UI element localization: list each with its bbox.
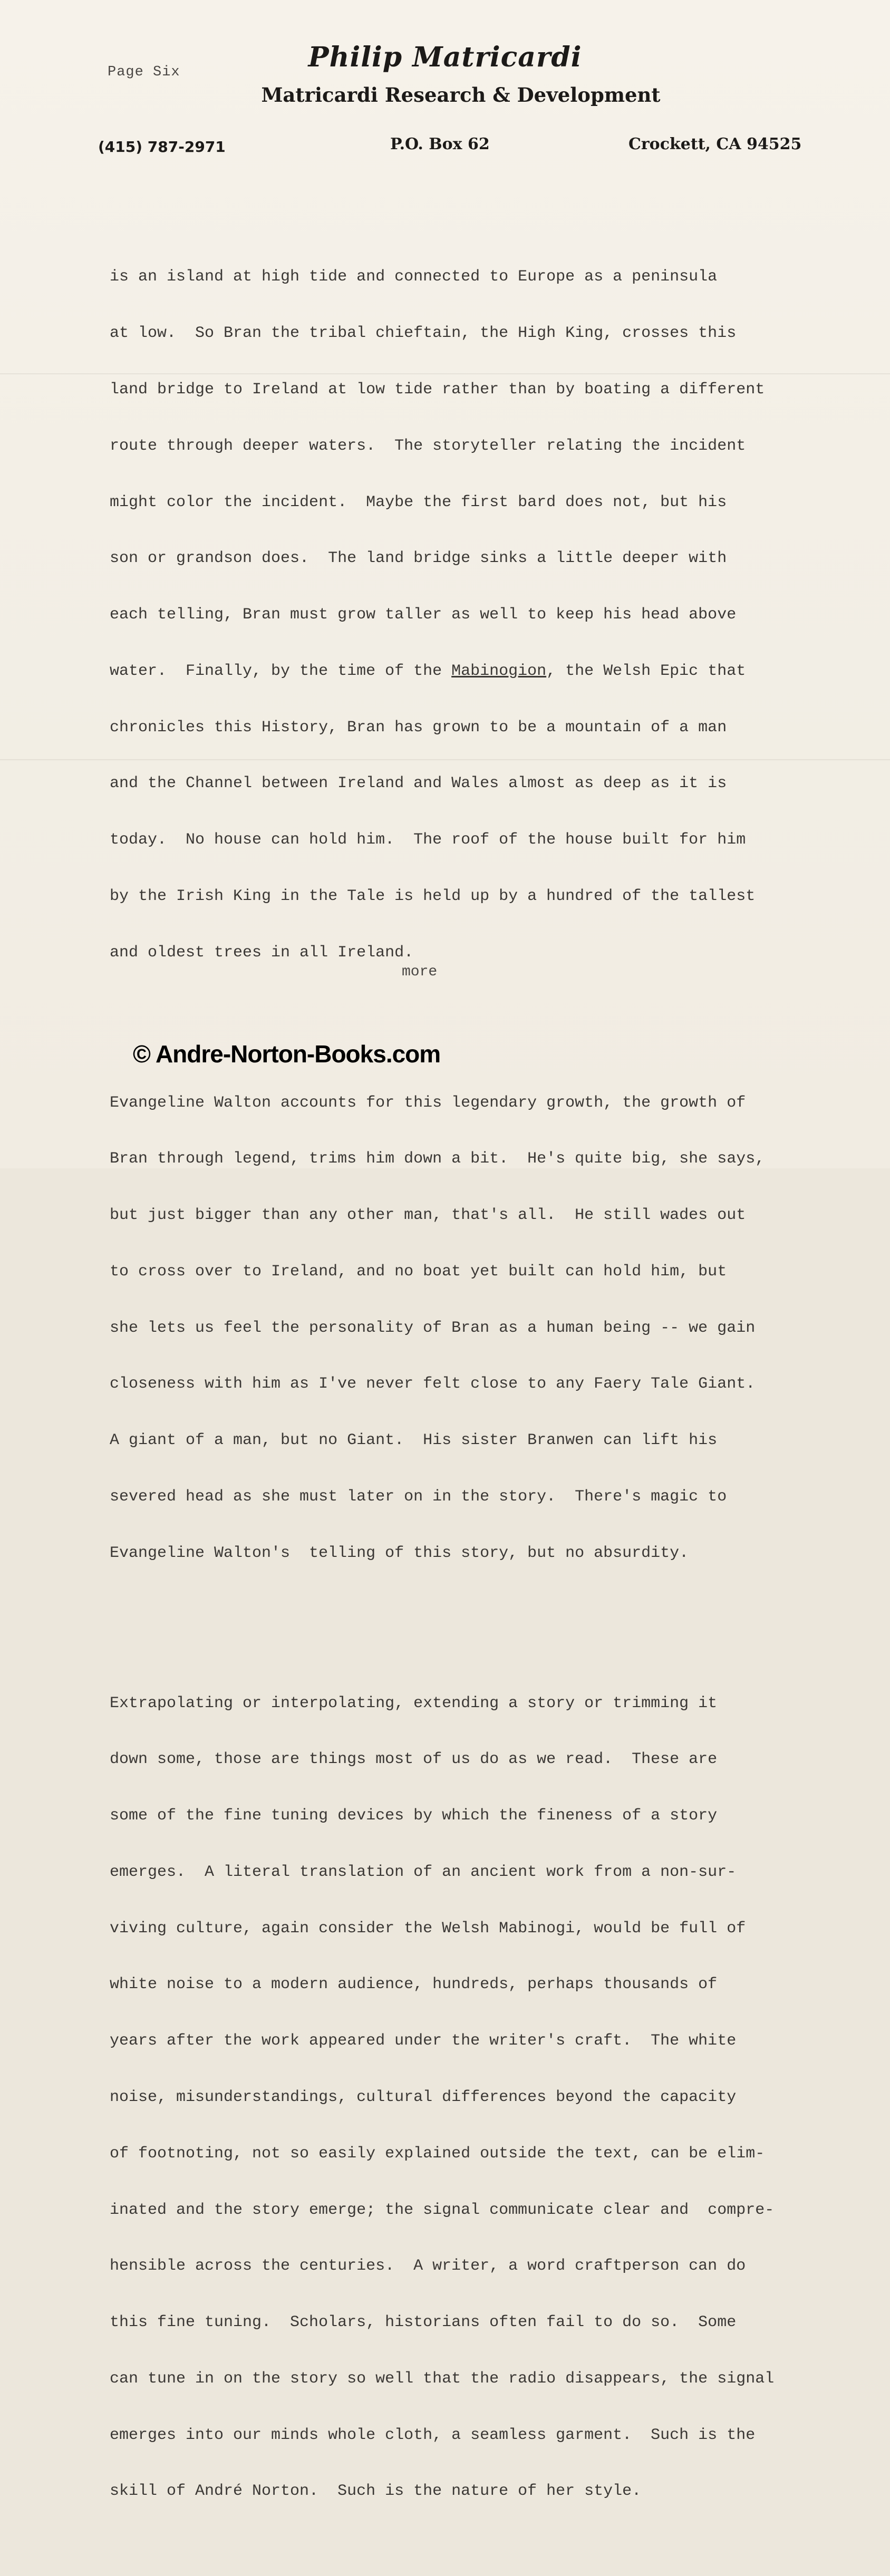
text-line: can tune in on the story so well that the radio disappears, the signal [110,2369,775,2388]
text-line: Evangeline Walton's telling of this story, but no absurdity. [110,1544,689,1562]
text-line: son or grandson does. The land bridge sinks a little deeper with [110,549,727,568]
text-line: but just bigger than any other man, that's all. He still wades out [110,1206,746,1225]
text-line: and oldest trees in all Ireland. [110,943,414,962]
copyright-watermark: © Andre-Norton-Books.com [133,1040,441,1068]
text-line: might color the incident. Maybe the first bard does not, but his [110,493,727,511]
text-line: and the Channel between Ireland and Wales almost as deep as it is [110,774,727,793]
text-line: A giant of a man, but no Giant. His sister Branwen can lift his [110,1431,718,1450]
paragraph [110,230,848,1000]
text-line: emerges into our minds whole cloth, a seamless garment. Such is the [110,2426,756,2444]
text-line: closeness with him as I've never felt close to any Faery Tale Giant. [110,1375,756,1393]
text-line: this fine tuning. Scholars, historians often fail to do so. Some [110,2313,737,2332]
text-line: she lets us feel the personality of Bran as a human being -- we gain [110,1319,756,1337]
text-line: Extrapolating or interpolating, extending a story or trimming it [110,1694,718,1712]
letterhead-company: Matricardi Research & Development [261,83,661,106]
text-line: by the Irish King in the Tale is held up by a hundred of the tallest [110,887,756,905]
text-line: is an island at high tide and connected to Europe as a peninsula [110,268,718,286]
text-line: inated and the story emerge; the signal communicate clear and compre- [110,2201,775,2219]
text-line: white noise to a modern audience, hundreds, perhaps thousands of [110,1975,718,1994]
underlined-title: Mabinogion [451,662,547,680]
text-line: emerges. A literal translation of an ancient work from a non-sur- [110,1863,737,1881]
letterhead-po-box: P.O. Box 62 [390,135,490,153]
text-line: land bridge to Ireland at low tide rather than by boating a different [110,380,765,399]
letterhead-name: Philip Matricardi [308,41,582,73]
text-line-start: water. Finally, by the time of the [110,662,452,680]
text-line: Bran through legend, trims him down a bit. He's quite big, she says, [110,1150,765,1168]
text-line: chronicles this History, Bran has grown to be a mountain of a man [110,718,727,737]
text-line: skill of André Norton. Such is the nature of her style. [110,2482,642,2501]
text-line: today. No house can hold him. The roof of the house built for him [110,831,746,849]
text-line: severed head as she must later on in the story. There's magic to [110,1487,727,1506]
paragraph [110,1657,848,2539]
text-line: some of the fine tuning devices by which the fineness of a story [110,1807,718,1825]
letterhead-city: Crockett, CA 94525 [628,135,802,153]
text-line: each telling, Bran must grow taller as well to keep his head above [110,606,737,624]
text-line: of footnoting, not so easily explained outside the text, can be elim- [110,2144,765,2163]
text-line: Evangeline Walton accounts for this legendary growth, the growth of [110,1093,746,1112]
continued-marker: more [402,964,438,980]
text-line: years after the work appeared under the writer's craft. The white [110,2032,737,2050]
text-line: at low. So Bran the tribal chieftain, the High King, crosses this [110,324,737,343]
letterhead-phone: (415) 787-2971 [98,138,226,156]
paragraph [110,1056,848,1600]
text-line: noise, misunderstandings, cultural differences beyond the capacity [110,2088,737,2106]
text-line: down some, those are things most of us do as we read. These are [110,1750,718,1769]
text-line: viving culture, again consider the Welsh Mabinogi, would be full of [110,1919,746,1938]
text-line: to cross over to Ireland, and no boat yet built can hold him, but [110,1262,727,1281]
text-line [110,662,848,681]
page-number-label: Page Six [108,64,180,80]
text-line: hensible across the centuries. A writer, a word craftperson can do [110,2257,746,2275]
text-line-end: , the Welsh Epic that [546,662,746,680]
letter-body [110,193,848,2576]
text-line: route through deeper waters. The storyteller relating the incident [110,437,746,455]
